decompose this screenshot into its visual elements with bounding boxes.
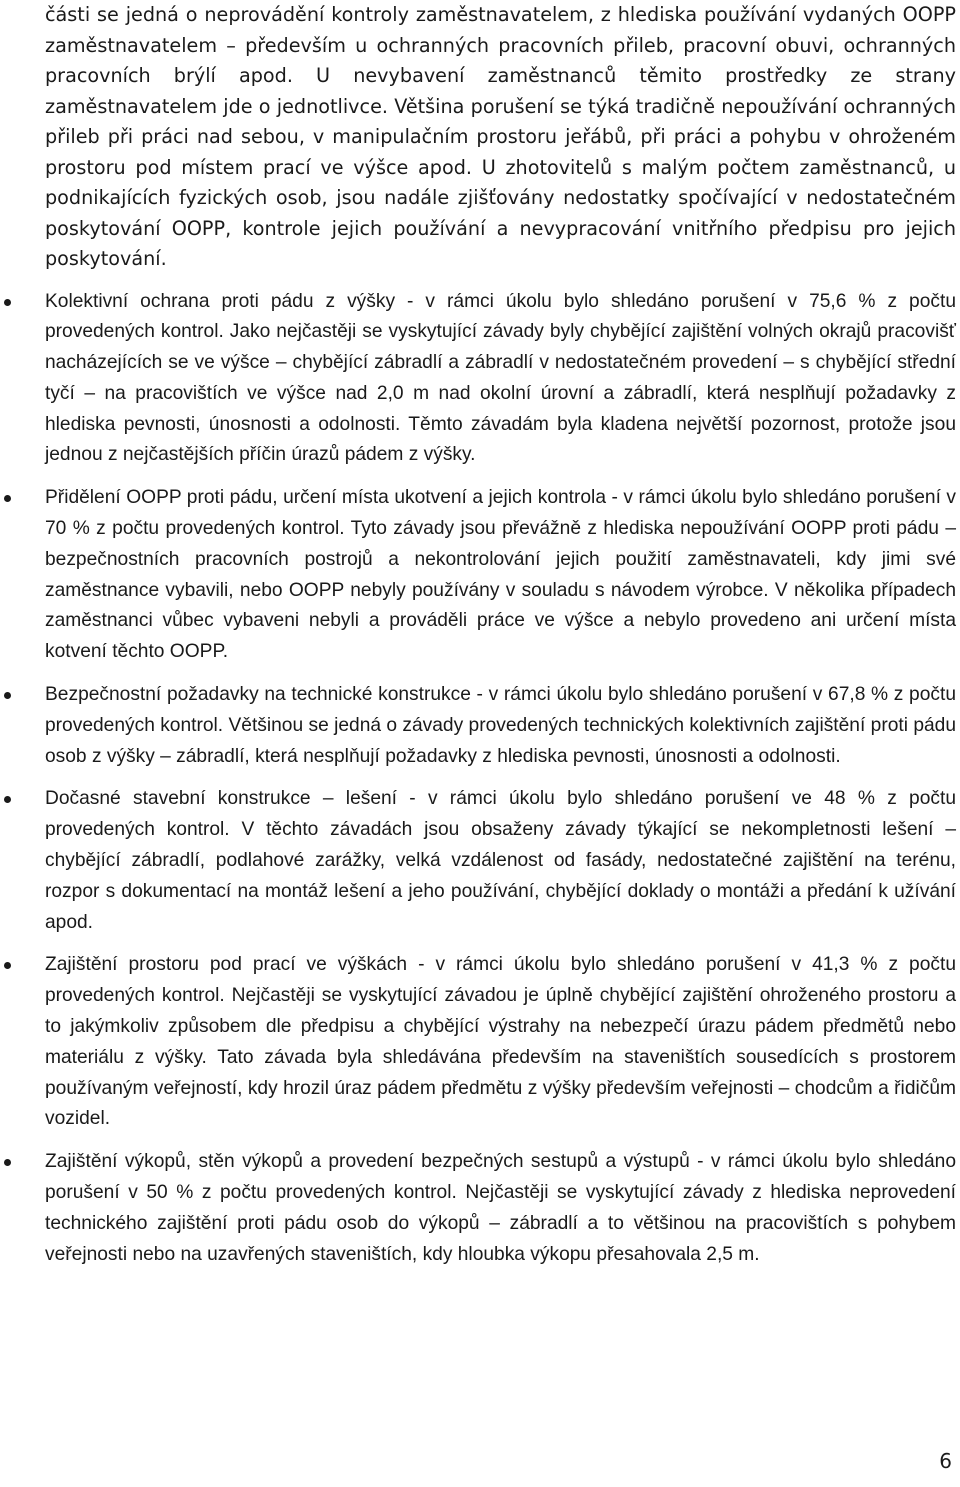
- bullet-icon: [4, 299, 11, 306]
- list-item: [45, 950, 956, 1135]
- list-item: [45, 287, 956, 472]
- bullet-icon: [4, 1159, 11, 1166]
- list-item: [45, 483, 956, 668]
- page-number: 6: [939, 1449, 952, 1473]
- bullet-icon: [4, 495, 11, 502]
- findings-list: [45, 287, 956, 1271]
- list-item-text: Dočasné stavební konstrukce – lešení - v rámci úkolu bylo shledáno porušení ve 48 % z počtu provedených kontrol. V těchto závadách jsou obsaženy závady týkající se nekompletnosti lešení – chybějící zábradlí, podlahové zarážky, velká vzdálenost od fasády, nedostatečné zajištění na terénu, rozpor s dokumentací na montáž lešení a jeho používání, chybějící doklady o montáži a předání k užívání apod.: [45, 788, 956, 933]
- list-item: [45, 1147, 956, 1270]
- list-item: [45, 784, 956, 938]
- list-item-text: Zajištění výkopů, stěn výkopů a provedení bezpečných sestupů a výstupů - v rámci úkolu bylo shledáno porušení v 50 % z počtu provedených kontrol. Nejčastěji se vyskytující závady z hlediska neprovedení technického zajištění proti pádu osob do výkopů – zábradlí a to většinou na pracovištích s pohybem veřejnosti nebo na uzavřených staveništích, kdy hloubka výkopu přesahovala 2,5 m.: [45, 1151, 956, 1265]
- list-item: [45, 680, 956, 772]
- list-item-text: Kolektivní ochrana proti pádu z výšky - v rámci úkolu bylo shledáno porušení v 75,6 % z počtu provedených kontrol. Jako nejčastěji se vyskytující závady byly chybějící zajištění volných okrajů pracovišť nacházejících se ve výšce – chybějící zábradlí a zábradlí v nedostatečném provedení – s chybějící střední tyčí – na pracovištích ve výšce nad 2,0 m nad okolní úrovní a zábradlí, která nesplňují požadavky z hlediska pevnosti, únosnosti a odolnosti. Těmto závadám byla kladena největší pozornost, protože jsou jednou z nejčastějších příčin úrazů pádem z výšky.: [45, 290, 956, 466]
- bullet-icon: [4, 692, 11, 699]
- list-item-text: Zajištění prostoru pod prací ve výškách - v rámci úkolu bylo shledáno porušení v 41,3 % z počtu provedených kontrol. Nejčastěji se vyskytující závadou je úplně chybějící zajištění ohroženého prostoru a to jakýmkoliv způsobem dle předpisu a chybějící výstrahy na nebezpečí úrazu pádem předmětů nebo materiálu z výšky. Tato závada byla shledávána především na staveništích sousedících s prostorem používaným veřejností, kdy hrozil úraz pádem předmětu z výšky především veřejnosti – chodcům a řidičům vozidel.: [45, 954, 956, 1130]
- bullet-icon: [4, 796, 11, 803]
- intro-paragraph: části se jedná o neprovádění kontroly zaměstnavatelem, z hlediska používání vydaných OOPP zaměstnavatelem – především u ochranných pracovních přileb, pracovní obuvi, ochranných pracovních brýlí apod. U nevybavení zaměstnanců těmito prostředky ze strany zaměstnavatelem jde o jednotlivce. Většina porušení se týká tradičně nepoužívání ochranných přileb při práci nad sebou, v manipulačním prostoru jeřábů, při práci a pohybu v ohroženém prostoru pod místem prací ve výšce apod. U zhotovitelů s malým počtem zaměstnanců, u podnikajících fyzických osob, jsou nadále zjišťovány nedostatky spočívající v nedostatečném poskytování OOPP, kontrole jejich používání a nevypracování vnitřního předpisu pro jejich poskytování.: [45, 3, 956, 270]
- list-item-text: Přidělení OOPP proti pádu, určení místa ukotvení a jejich kontrola - v rámci úkolu bylo shledáno porušení v 70 % z počtu provedených kontrol. Tyto závady jsou převážně z hlediska nepoužívání OOPP proti pádu – bezpečnostních pracovních postrojů a nekontrolování jejich použití zaměstnavateli, kdy jimi své zaměstnance vybavili, nebo OOPP nebyly používány v souladu s návodem výrobce. V několika případech zaměstnanci vůbec vybaveni nebyli a prováděli práce ve výšce a nebylo provedeno ani určení místa kotvení těchto OOPP.: [45, 487, 956, 663]
- list-item-text: Bezpečnostní požadavky na technické konstrukce - v rámci úkolu bylo shledáno porušení v 67,8 % z počtu provedených kontrol. Většinou se jedná o závady provedených technických kolektivních zajištění proti pádu osob z výšky – zábradlí, která nesplňují požadavky z hlediska pevnosti, únosnosti a odolnosti.: [45, 684, 956, 767]
- document-page: [45, 0, 956, 1270]
- bullet-icon: [4, 962, 11, 969]
